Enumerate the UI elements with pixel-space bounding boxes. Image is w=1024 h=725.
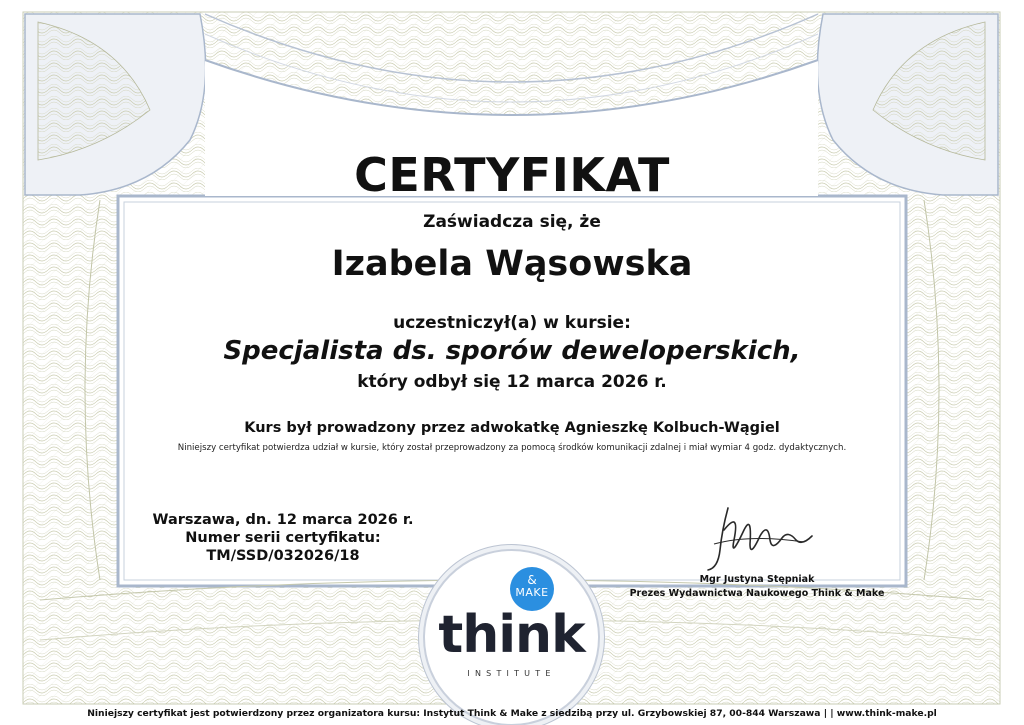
attestation-text: Zaświadcza się, że	[423, 212, 601, 232]
signature-icon	[700, 500, 820, 575]
participation-text: uczestniczył(a) w kursie:	[393, 313, 631, 333]
place-date: Warszawa, dn. 12 marca 2026 r.	[152, 512, 414, 528]
signatory-name: Mgr Justyna Stępniak	[699, 574, 815, 585]
signatory-role: Prezes Wydawnictwa Naukowego Think & Make	[629, 588, 885, 599]
issue-details	[148, 511, 418, 565]
footer-note: Niniejszy certyfikat jest potwierdzony przez organizatora kursu: Instytut Think & Make z siedzibą przy ul. Grzybowskiej 87, 00-844 Warszawa | | www.think-make.pl	[87, 708, 937, 719]
course-name: Specjalista ds. sporów deweloperskich,	[223, 336, 801, 366]
signatory-block	[612, 573, 902, 601]
logo-make: MAKE	[515, 586, 549, 599]
serial-label: Numer serii certyfikatu:	[185, 530, 381, 546]
instructor-line: Kurs był prowadzony przez adwokatkę Agnieszkę Kolbuch-Wągiel	[244, 420, 780, 436]
recipient-name: Izabela Wąsowska	[331, 244, 693, 284]
logo-ampersand: &	[527, 573, 537, 587]
think-make-logo	[425, 551, 598, 724]
certificate-title: CERTYFIKAT	[354, 148, 670, 202]
course-date: który odbył się 12 marca 2026 r.	[357, 372, 667, 392]
logo-institute: INSTITUTE	[467, 669, 556, 678]
certificate-notice: Niniejszy certyfikat potwierdza udział w kursie, który został przeprowadzony za pomocą środków komunikacji zdalnej i miał wymiar 4 godz. dydaktycznych.	[177, 443, 847, 453]
logo-wordmark: think	[438, 605, 585, 665]
serial-number: TM/SSD/032026/18	[206, 548, 360, 564]
